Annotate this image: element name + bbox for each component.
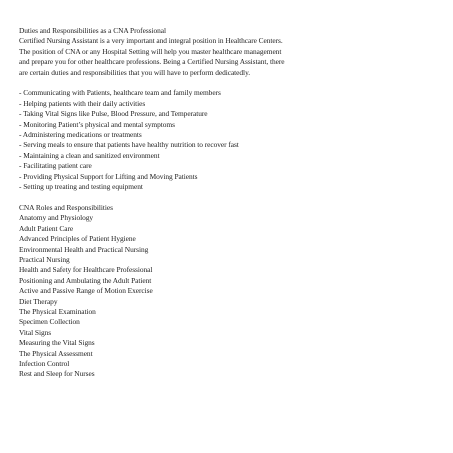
role-item: The Physical Examination <box>19 306 96 316</box>
intro-line: and prepare you for other healthcare professions. Being a Certified Nursing Assistant, there <box>19 57 285 67</box>
role-item: Specimen Collection <box>19 317 80 327</box>
intro-line: The position of CNA or any Hospital Setting will help you master healthcare management <box>19 46 282 56</box>
role-item: Adult Patient Care <box>19 223 74 233</box>
role-item: Diet Therapy <box>19 296 58 306</box>
role-item: Measuring the Vital Signs <box>19 338 95 348</box>
role-item: Vital Signs <box>19 327 52 337</box>
duty-item: - Helping patients with their daily activities <box>19 98 146 108</box>
duty-item: - Serving meals to ensure that patients have healthy nutrition to recover fast <box>19 140 239 150</box>
role-item: Health and Safety for Healthcare Professional <box>19 265 153 275</box>
intro-line: are certain duties and responsibilities that you will have to perform dedicatedly. <box>19 67 251 77</box>
duty-item: - Communicating with Patients, healthcare team and family members <box>19 88 221 98</box>
roles-list <box>19 213 439 380</box>
role-item: Active and Passive Range of Motion Exercise <box>19 286 153 296</box>
document-title: Duties and Responsibilities as a CNA Professional <box>19 26 166 35</box>
duty-item: - Taking Vital Signs like Pulse, Blood Pressure, and Temperature <box>19 109 208 119</box>
duty-item: - Maintaining a clean and sanitized environment <box>19 150 160 160</box>
duty-item: - Monitoring Patient’s physical and mental symptoms <box>19 119 175 129</box>
duty-item: - Facilitating patient care <box>19 161 92 171</box>
roles-heading: CNA Roles and Responsibilities <box>19 202 113 212</box>
spacer <box>19 192 439 202</box>
role-item: The Physical Assessment <box>19 348 93 358</box>
duty-item: - Administering medications or treatments <box>19 130 142 140</box>
role-item: Environmental Health and Practical Nursing <box>19 244 149 254</box>
spacer <box>19 78 439 88</box>
document-body <box>19 26 439 380</box>
role-item: Positioning and Ambulating the Adult Patient <box>19 275 152 285</box>
intro-paragraph <box>19 36 439 78</box>
duty-item: - Providing Physical Support for Lifting and Moving Patients <box>19 171 198 181</box>
duty-item: - Setting up treating and testing equipment <box>19 182 143 192</box>
duties-list <box>19 88 439 192</box>
role-item: Rest and Sleep for Nurses <box>19 369 95 379</box>
role-item: Practical Nursing <box>19 254 70 264</box>
role-item: Infection Control <box>19 358 70 368</box>
role-item: Anatomy and Physiology <box>19 213 94 223</box>
role-item: Advanced Principles of Patient Hygiene <box>19 234 136 244</box>
intro-line: Certified Nursing Assistant is a very important and integral position in Healthcare Centers. <box>19 36 283 46</box>
